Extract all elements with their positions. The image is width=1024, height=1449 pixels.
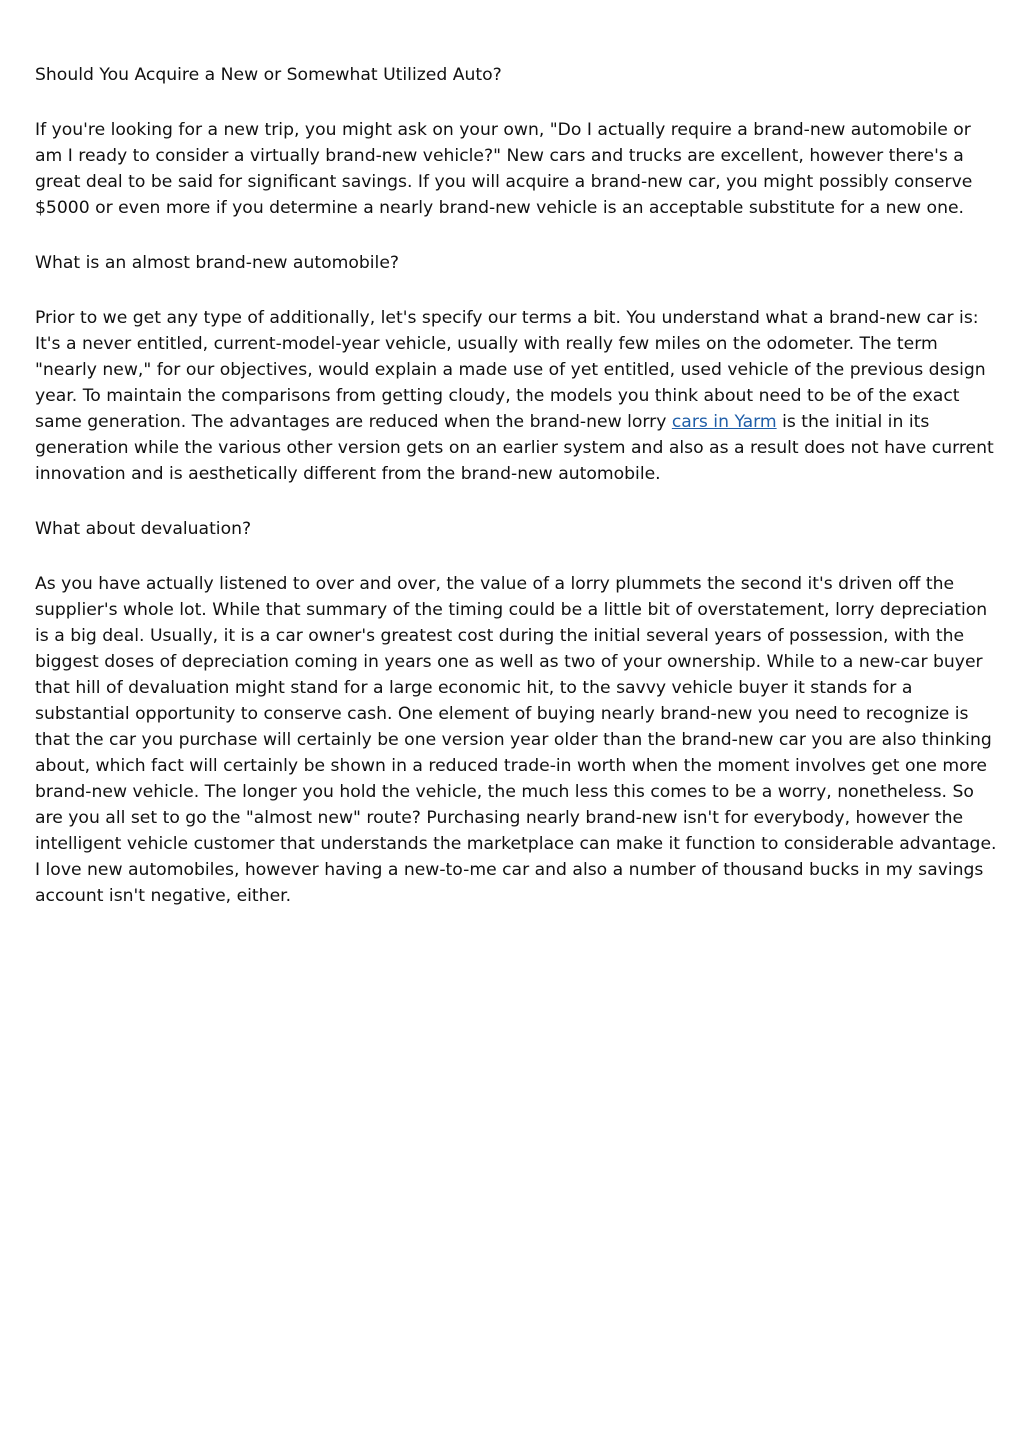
paragraph-definition — [35, 305, 1000, 487]
paragraph-devaluation: As you have actually listened to over and over, the value of a lorry plummets the second it's driven off the supplier's whole lot. While that summary of the timing could be a little bit of overstatement, lorry depreciation is a big deal. Usually, it is a car owner's greatest cost during the initial several years of possession, with the biggest doses of depreciation coming in years one as well as two of your ownership. While to a new-car buyer that hill of devaluation might stand for a large economic hit, to the savvy vehicle buyer it stands for a substantial opportunity to conserve cash. One element of buying nearly brand-new you need to recognize is that the car you purchase will certainly be one version year older than the brand-new car you are also thinking about, which fact will certainly be shown in a reduced trade-in worth when the moment involves get one more brand-new vehicle. The longer you hold the vehicle, the much less this comes to be a worry, nonetheless. So are you all set to go the "almost new" route? Purchasing nearly brand-new isn't for everybody, however the intelligent vehicle customer that understands the marketplace can make it function to considerable advantage. I love new automobiles, however having a new-to-me car and also a number of thousand bucks in my savings account isn't negative, either. — [35, 574, 997, 906]
paragraph-definition-text-end: is the initial in its generation while the various other version gets on an earlier system and also as a result does not have current innovation and is aesthetically different from the brand-new automobile. — [35, 412, 994, 484]
paragraph-definition-text-start: Prior to we get any type of additionally, let's specify our terms a bit. You understand what a brand-new car is: It's a never entitled, current-model-year vehicle, usually with really few miles on the odometer. The term "nearly new," for our objectives, would explain a made use of yet entitled, used vehicle of the previous design year. To maintain the comparisons from getting cloudy, the models you think about need to be of the exact same generation. The advantages are reduced when the brand-new lorry — [35, 308, 986, 432]
paragraph-intro: If you're looking for a new trip, you might ask on your own, "Do I actually require a brand-new automobile or am I ready to consider a virtually brand-new vehicle?" New cars and trucks are excellent, however there's a great deal to be said for significant savings. If you will acquire a brand-new car, you might possibly conserve $5000 or even more if you determine a nearly brand-new vehicle is an acceptable substitute for a new one. — [35, 120, 973, 218]
document-title: Should You Acquire a New or Somewhat Utilized Auto? — [35, 65, 502, 85]
section-heading-almost-new: What is an almost brand-new automobile? — [35, 253, 400, 273]
document-body — [35, 62, 1000, 938]
cars-in-yarm-link[interactable]: cars in Yarm — [671, 412, 777, 432]
section-heading-devaluation: What about devaluation? — [35, 519, 252, 539]
